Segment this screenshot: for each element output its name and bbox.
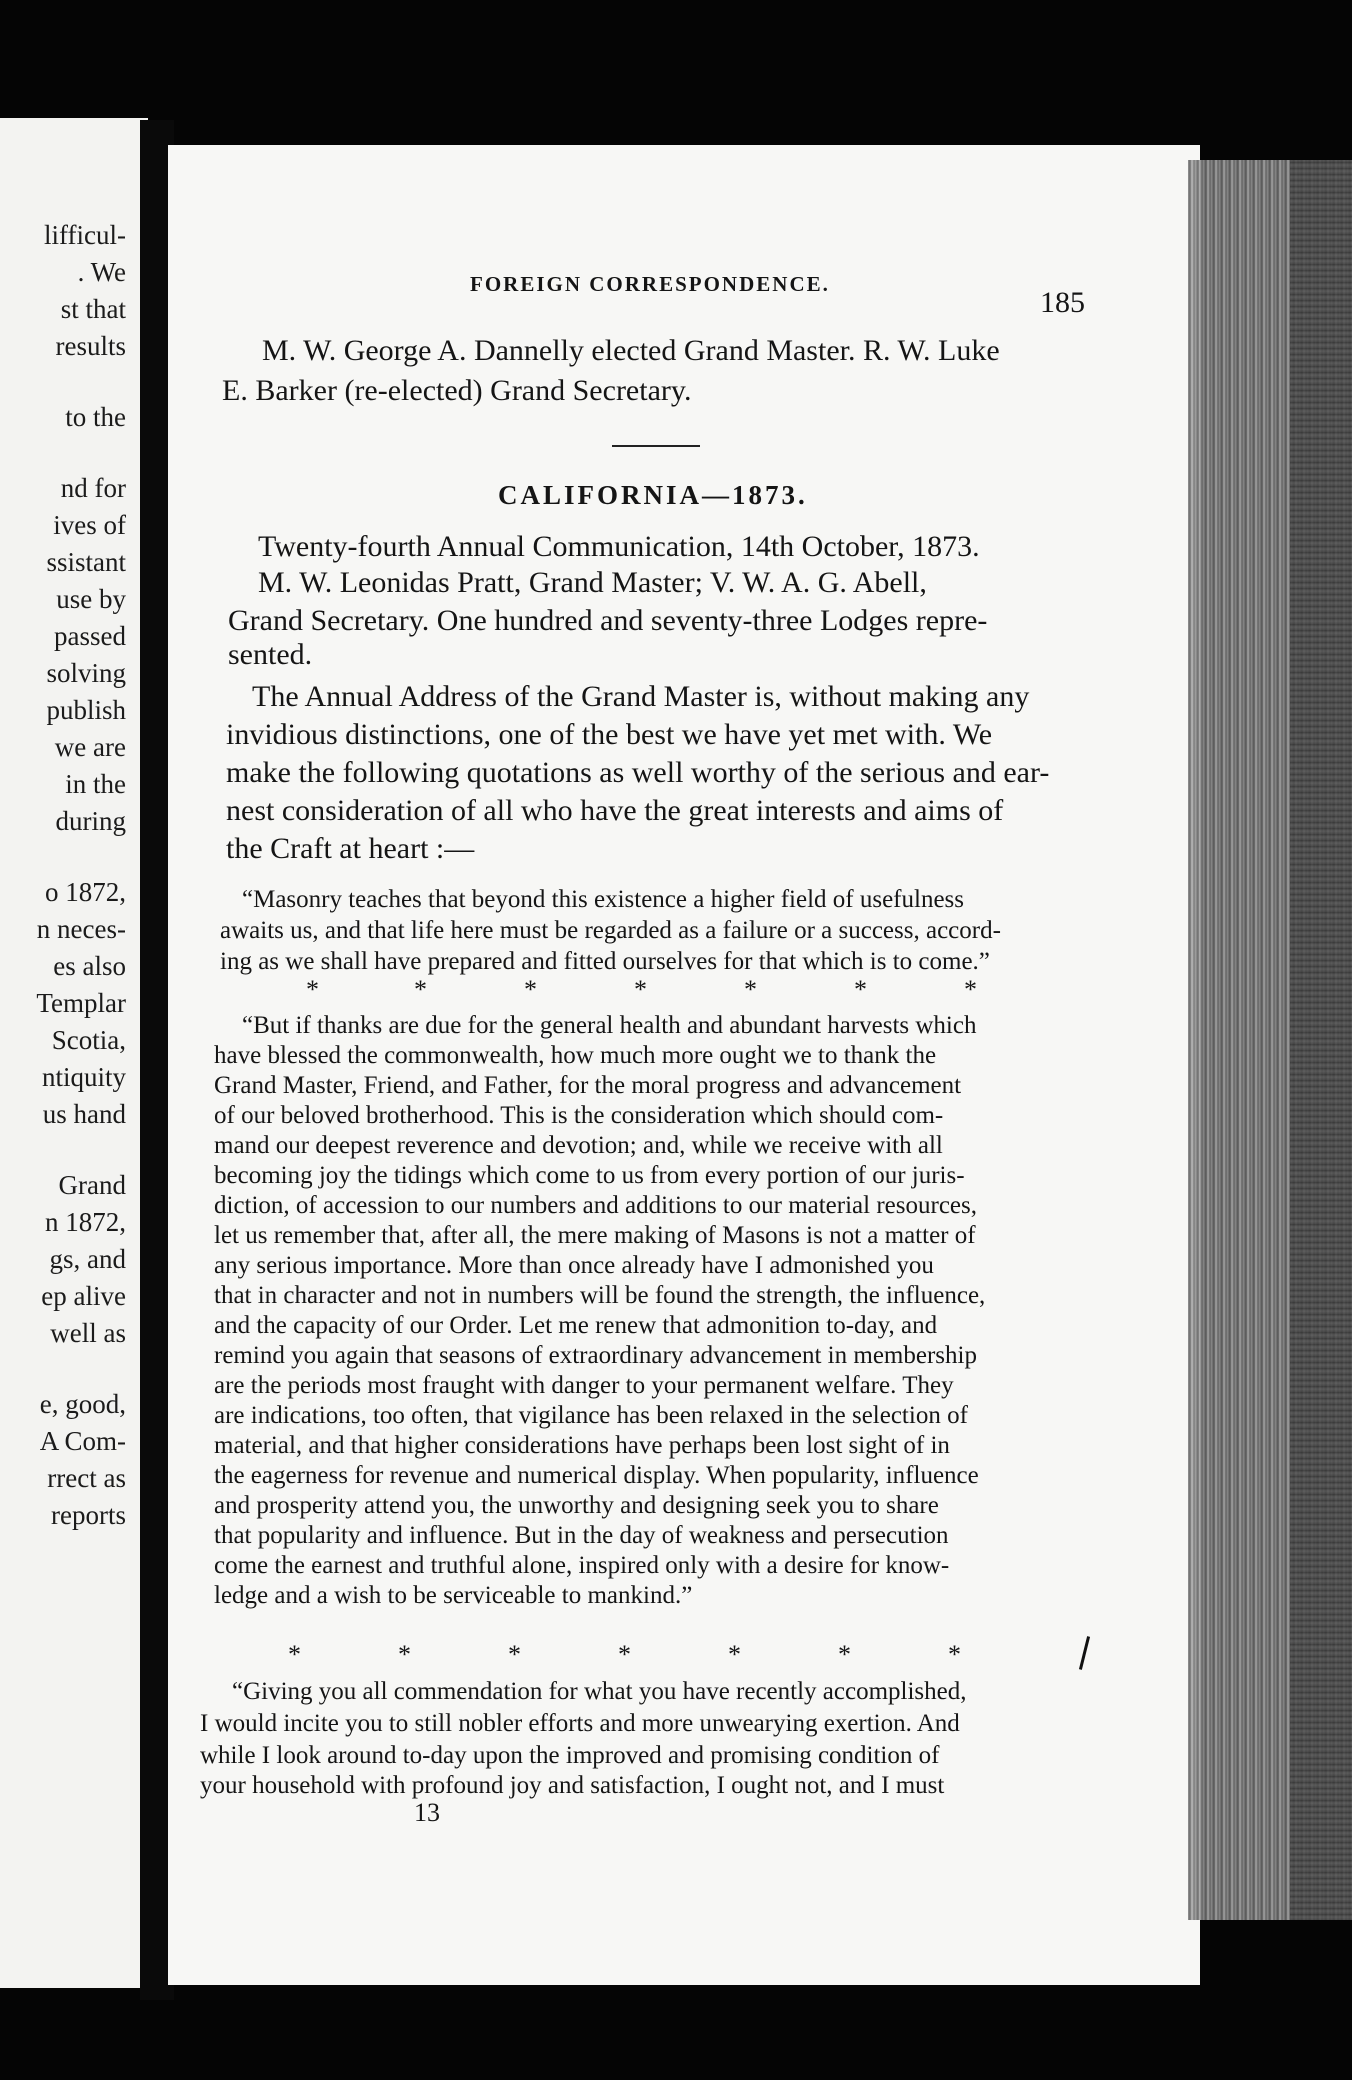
- section-line-1: Twenty-fourth Annual Communication, 14th October, 1873.: [258, 530, 980, 563]
- quote2-line: becoming joy the tidings which come to us from every portion of our juris-: [214, 1162, 965, 1189]
- left-page-line: results: [55, 331, 126, 361]
- separator-star: *: [288, 1640, 301, 1669]
- left-page-line: . We: [77, 257, 126, 287]
- left-page-line: solving: [46, 658, 126, 688]
- quote2-line: let us remember that, after all, the mere making of Masons is not a matter of: [214, 1222, 976, 1249]
- separator-star: *: [618, 1640, 631, 1669]
- separator-star: *: [744, 975, 757, 1004]
- separator-star: *: [306, 975, 319, 1004]
- separator-star: *: [398, 1640, 411, 1669]
- paragraph-line-4: nest consideration of all who have the great interests and aims of: [226, 794, 1004, 827]
- quote2-line: and the capacity of our Order. Let me renew that admonition to-day, and: [214, 1312, 938, 1339]
- left-page-line: es also: [53, 951, 126, 981]
- left-page-line: e, good,: [39, 1389, 126, 1419]
- left-page-line: o 1872,: [45, 877, 126, 907]
- quote3-line-2: I would incite you to still nobler efforts and more unwearying exertion. And: [200, 1710, 960, 1737]
- left-page-line: st that: [60, 294, 126, 324]
- left-page-line: well as: [50, 1318, 126, 1348]
- page-edge-shadow: [1290, 160, 1352, 1920]
- quote3-line-1: “Giving you all commendation for what you have recently accomplished,: [232, 1678, 967, 1705]
- quote2-line: remind you again that seasons of extraordinary advancement in membership: [214, 1342, 977, 1369]
- left-page-line: us hand: [42, 1099, 126, 1129]
- left-page-line: ives of: [53, 510, 126, 540]
- left-page-line: n 1872,: [45, 1207, 126, 1237]
- left-page-line: Grand: [58, 1170, 126, 1200]
- quote2-line: material, and that higher considerations have perhaps been lost sight of in: [214, 1432, 950, 1459]
- separator-star: *: [838, 1640, 851, 1669]
- paragraph-line-2: invidious distinctions, one of the best we have yet met with. We: [226, 718, 993, 751]
- quote2-line: that in character and not in numbers will be found the strength, the influence,: [214, 1282, 986, 1309]
- quote2-line: and prosperity attend you, the unworthy and designing seek you to share: [214, 1492, 939, 1519]
- quote1-line-1: “Masonry teaches that beyond this existence a higher field of usefulness: [242, 886, 964, 913]
- quote2-line: mand our deepest reverence and devotion; and, while we receive with all: [214, 1132, 943, 1159]
- quote2-line: “But if thanks are due for the general health and abundant harvests which: [242, 1012, 977, 1039]
- left-page-line: nd for: [60, 473, 126, 503]
- paragraph-line-1: The Annual Address of the Grand Master is, without making any: [252, 680, 1030, 713]
- section-title: CALIFORNIA—1873.: [498, 480, 808, 510]
- paragraph-line-3: make the following quotations as well worthy of the serious and ear-: [226, 756, 1050, 789]
- left-page-line: publish: [46, 695, 126, 725]
- left-page-line: during: [55, 806, 126, 836]
- left-page-line: ntiquity: [41, 1062, 126, 1092]
- separator-star: *: [634, 975, 647, 1004]
- quote2-line: of our beloved brotherhood. This is the consideration which should com-: [214, 1102, 944, 1129]
- separator-star: *: [854, 975, 867, 1004]
- intro-line-1: M. W. George A. Dannelly elected Grand Master. R. W. Luke: [262, 334, 1000, 367]
- left-page: [0, 118, 148, 1988]
- left-page-line: gs, and: [49, 1244, 126, 1274]
- separator-star: *: [964, 975, 977, 1004]
- separator-star: *: [728, 1640, 741, 1669]
- quote2-line: are the periods most fraught with danger to your permanent welfare. They: [214, 1372, 954, 1399]
- left-page-line: reports: [51, 1500, 126, 1530]
- quote2-line: have blessed the commonwealth, how much more ought we to thank the: [214, 1042, 937, 1069]
- left-page-line: to the: [65, 402, 126, 432]
- section-line-2: M. W. Leonidas Pratt, Grand Master; V. W. A. G. Abell,: [258, 566, 927, 599]
- quote2-line: that popularity and influence. But in the day of weakness and persecution: [214, 1522, 949, 1549]
- running-header: FOREIGN CORRESPONDENCE.: [470, 272, 830, 296]
- quote3-line-3: while I look around to-day upon the improved and promising condition of: [200, 1742, 940, 1769]
- left-page-line: Templar: [36, 988, 126, 1018]
- quote3-line-4: your household with profound joy and satisfaction, I ought not, and I must: [200, 1772, 945, 1799]
- quote1-line-3: ing as we shall have prepared and fitted ourselves for that which is to come.”: [220, 948, 990, 975]
- separator-star: *: [414, 975, 427, 1004]
- quote2-line: ledge and a wish to be serviceable to mankind.”: [214, 1582, 693, 1609]
- left-page-line: Scotia,: [51, 1025, 126, 1055]
- separator-star: *: [524, 975, 537, 1004]
- quote2-line: diction, of accession to our numbers and additions to our material resources,: [214, 1192, 977, 1219]
- intro-line-2: E. Barker (re-elected) Grand Secretary.: [222, 374, 692, 407]
- left-page-line: in the: [65, 769, 126, 799]
- quote2-line: are indications, too often, that vigilance has been relaxed in the selection of: [214, 1402, 968, 1429]
- signature-mark: 13: [414, 1798, 440, 1827]
- quote2-line: come the earnest and truthful alone, inspired only with a desire for know-: [214, 1552, 950, 1579]
- left-page-line: passed: [54, 621, 126, 651]
- section-line-4: sented.: [228, 638, 313, 671]
- page-number: 185: [1040, 286, 1085, 319]
- left-page-line: use by: [56, 584, 126, 614]
- section-line-3: Grand Secretary. One hundred and seventy-three Lodges repre-: [228, 604, 988, 637]
- left-page-line: ep alive: [41, 1281, 126, 1311]
- left-page-line: rrect as: [47, 1463, 126, 1493]
- separator-star: *: [948, 1640, 961, 1669]
- section-rule: [612, 445, 700, 447]
- quote1-line-2: awaits us, and that life here must be regarded as a failure or a success, accord-: [220, 917, 1001, 944]
- left-page-line: ssistant: [46, 547, 126, 577]
- left-page-line: we are: [54, 732, 126, 762]
- quote2-line: any serious importance. More than once already have I admonished you: [214, 1252, 934, 1279]
- left-page-line: A Com-: [39, 1426, 126, 1456]
- left-page-line: n neces-: [36, 914, 126, 944]
- quote2-line: the eagerness for revenue and numerical display. When popularity, influence: [214, 1462, 979, 1489]
- quote2-line: Grand Master, Friend, and Father, for the moral progress and advancement: [214, 1072, 962, 1099]
- separator-star: *: [508, 1640, 521, 1669]
- paragraph-line-5: the Craft at heart :—: [226, 832, 475, 865]
- left-page-line: lifficul-: [44, 220, 126, 250]
